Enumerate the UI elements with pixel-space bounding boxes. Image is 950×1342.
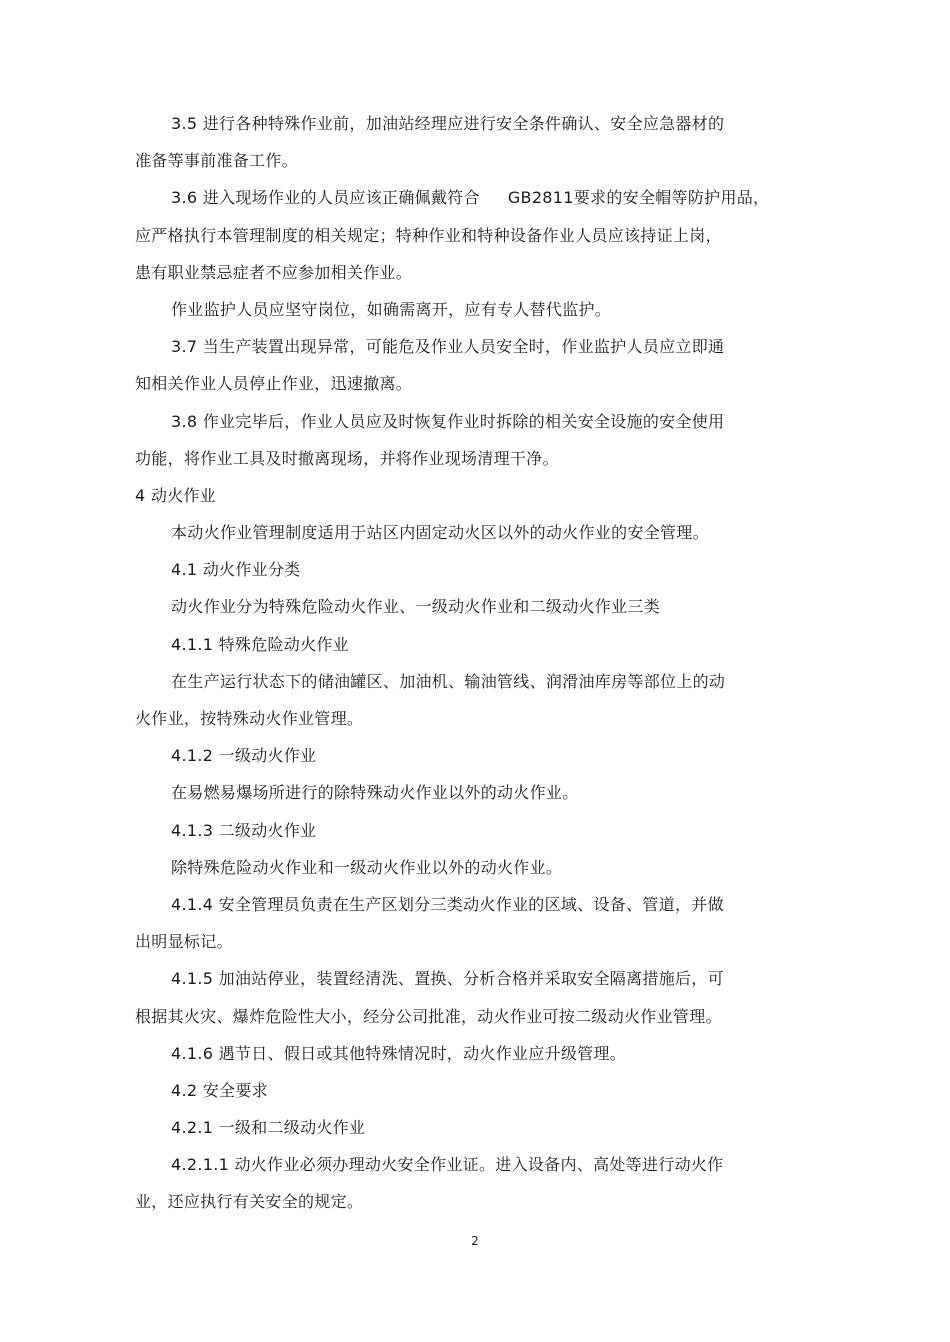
section-4-intro: 本动火作业管理制度适用于站区内固定动火区以外的动火作业的安全管理。 — [171, 523, 709, 543]
heading-4-1-3: 4.1.3 二级动火作业 — [171, 820, 317, 840]
paragraph-3-5-line-1: 3.5 进行各种特殊作业前，加油站经理应进行安全条件确认、安全应急器材的 — [171, 114, 725, 133]
heading-4-1-2: 4.1.2 一级动火作业 — [171, 746, 317, 766]
paragraph-4-1-5-line-2: 根据其火灾、爆炸危险性大小，经分公司批准，动火作业可按二级动火作业管理。 — [135, 1006, 722, 1026]
paragraph-4-1-3: 除特殊危险动火作业和一级动火作业以外的动火作业。 — [171, 857, 563, 877]
heading-4-1-1: 4.1.1 特殊危险动火作业 — [171, 634, 349, 654]
paragraph-monitor: 作业监护人员应坚守岗位，如确需离开，应有专人替代监护。 — [171, 299, 612, 319]
paragraph-3-6-line-2: 应严格执行本管理制度的相关规定；特种作业和特种设备作业人员应该持证上岗， — [135, 225, 722, 245]
paragraph-4-1-4-line-2: 出明显标记。 — [135, 932, 233, 952]
section-4-heading: 4 动火作业 — [135, 485, 217, 505]
page-number: 2 — [471, 1234, 479, 1248]
paragraph-4-1-6: 4.1.6 遇节日、假日或其他特殊情况时，动火作业应升级管理。 — [171, 1043, 627, 1063]
paragraph-4-1-1-line-1: 在生产运行状态下的储油罐区、加油机、输油管线、润滑油库房等部位上的动 — [171, 671, 726, 691]
paragraph-4-1-4-line-1: 4.1.4 安全管理员负责在生产区划分三类动火作业的区域、设备、管道，并做 — [171, 894, 724, 914]
paragraph-3-6-line-1 — [135, 186, 815, 223]
paragraph-3-6-text-a: 3.6 进入现场作业的人员应该正确佩戴符合 — [171, 188, 480, 208]
paragraph-3-7-line-2: 知相关作业人员停止作业，迅速撤离。 — [135, 374, 413, 394]
paragraph-3-8-line-2: 功能，将作业工具及时撤离现场，并将作业现场清理干净。 — [135, 448, 559, 468]
paragraph-4-1: 动火作业分为特殊危险动火作业、一级动火作业和二级动火作业三类 — [171, 597, 661, 617]
heading-4-2: 4.2 安全要求 — [171, 1080, 268, 1100]
paragraph-3-5-line-2: 准备等事前准备工作。 — [135, 151, 299, 171]
paragraph-4-2-1-1-line-2: 业，还应执行有关安全的规定。 — [135, 1192, 364, 1212]
paragraph-3-8-line-1: 3.8 作业完毕后，作业人员应及时恢复作业时拆除的相关安全设施的安全使用 — [171, 411, 725, 431]
paragraph-4-1-2: 在易燃易爆场所进行的除特殊动火作业以外的动火作业。 — [171, 783, 579, 803]
heading-4-2-1: 4.2.1 一级和二级动火作业 — [171, 1118, 366, 1138]
paragraph-3-6-line-3: 患有职业禁忌症者不应参加相关作业。 — [135, 262, 413, 282]
heading-4-1: 4.1 动火作业分类 — [171, 560, 301, 580]
paragraph-3-7-line-1: 3.7 当生产装置出现异常，可能危及作业人员安全时，作业监护人员应立即通 — [171, 337, 725, 357]
paragraph-3-6-text-b: GB2811要求的安全帽等防护用品， — [507, 188, 770, 208]
paragraph-4-1-1-line-2: 火作业，按特殊动火作业管理。 — [135, 709, 364, 728]
document-body — [135, 112, 815, 1228]
paragraph-4-2-1-1-line-1: 4.2.1.1 动火作业必须办理动火安全作业证。进入设备内、高处等进行动火作 — [171, 1155, 724, 1175]
paragraph-4-1-5-line-1: 4.1.5 加油站停业，装置经清洗、置换、分析合格并采取安全隔离措施后，可 — [171, 969, 724, 989]
